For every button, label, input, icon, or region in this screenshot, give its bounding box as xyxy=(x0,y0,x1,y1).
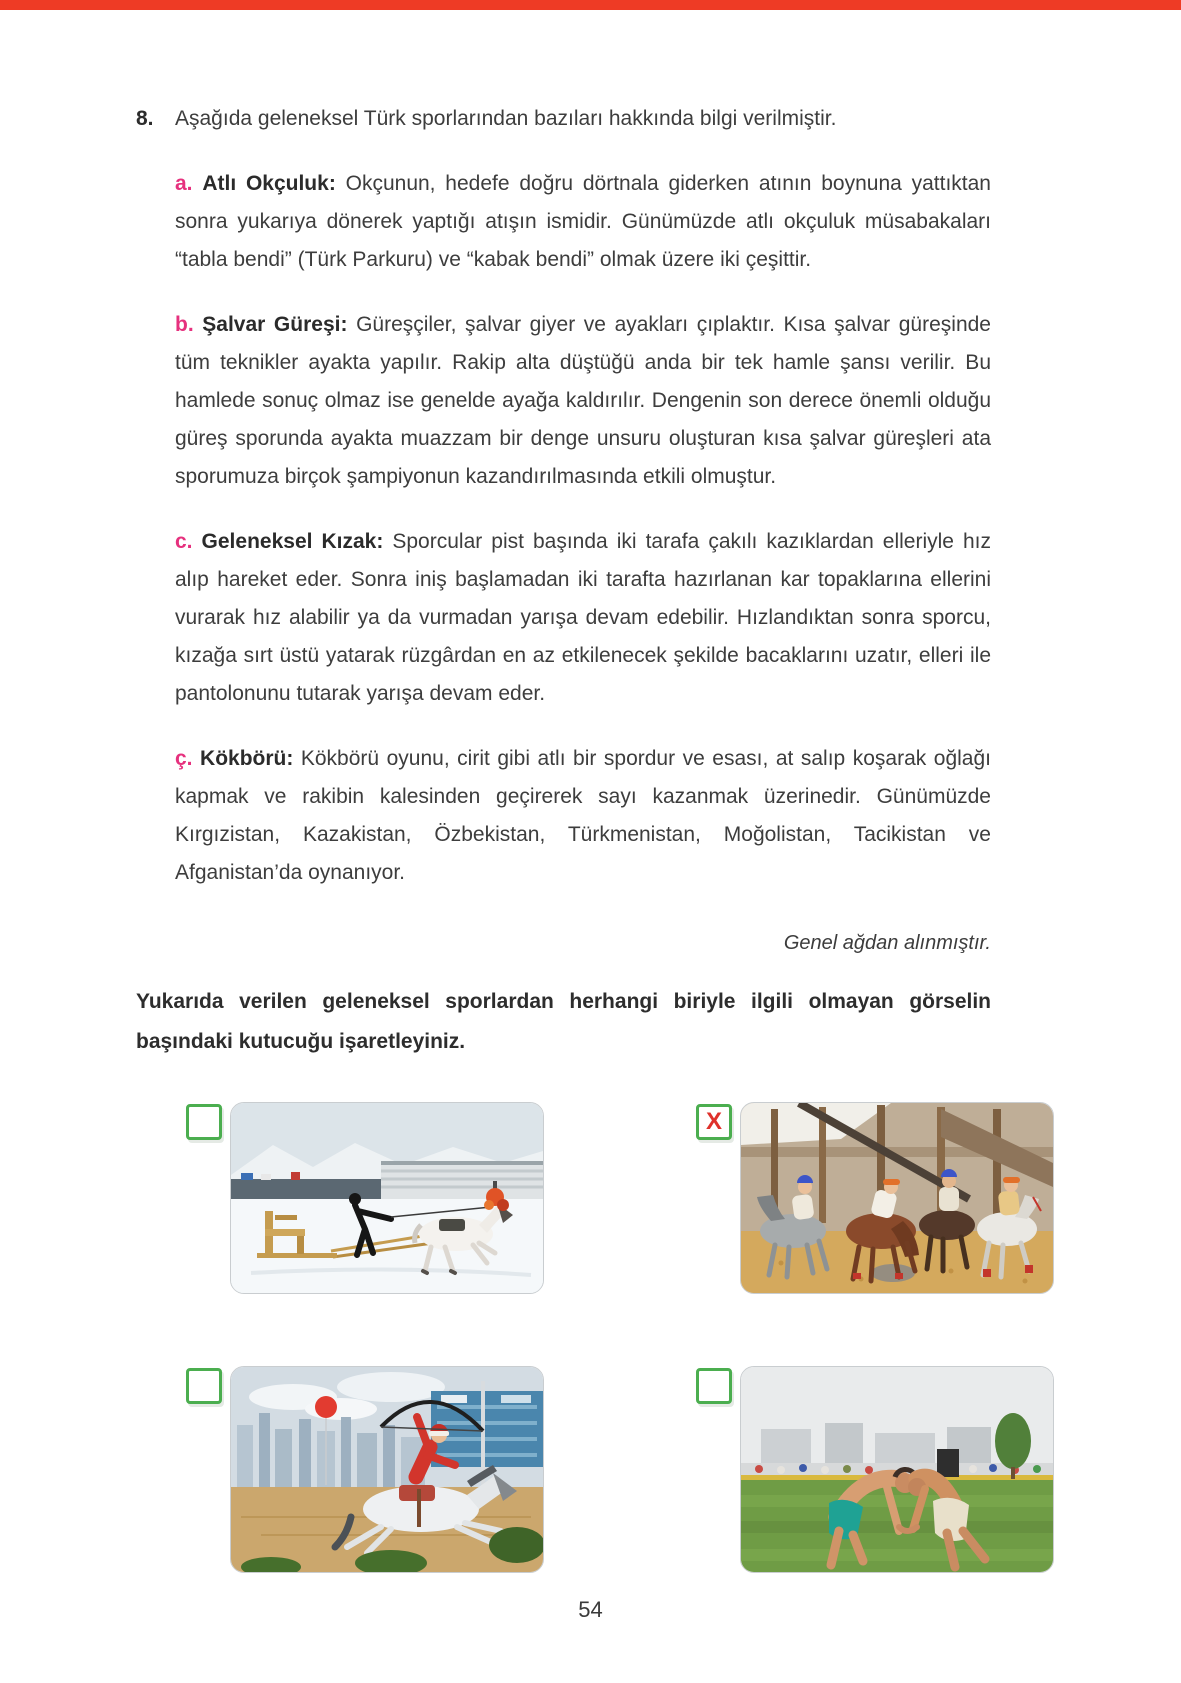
paragraph-label: c. xyxy=(175,530,193,553)
wrestling-illustration xyxy=(741,1367,1053,1572)
horse-sled-illustration xyxy=(231,1103,543,1293)
paragraph-salvar-guresi xyxy=(175,306,991,496)
paragraph-text: Sporcular pist başında iki tarafa çakılı kazıklardan elleriyle hız alıp hareket eder. Sonra iniş başlamadan iki tarafta hazırlanan kar topaklarına ellerini vurarak hız alabilir ya da vurmadan yarışa devam edebilir. Hızlandıktan sonra sporcu, kızağa sırt üstü yatarak rüzgârdan en az etkilenecek şekilde bacaklarını uzatır, elleri ile pantolonunu tutarak yarışa devam eder. xyxy=(175,530,991,705)
checkbox-horse-sled[interactable] xyxy=(186,1104,222,1140)
question-number: 8. xyxy=(136,107,154,130)
photo-wrestling xyxy=(740,1366,1054,1573)
paragraph-title: Kökbörü: xyxy=(200,747,294,770)
photo-mounted-archery xyxy=(230,1366,544,1573)
mounted-archery-illustration xyxy=(231,1367,543,1572)
question-header xyxy=(136,100,991,138)
photo-horse-sled xyxy=(230,1102,544,1294)
paragraph-text: Kökbörü oyunu, cirit gibi atlı bir spordur ve esası, at salıp koşarak oğlağı kapmak ve rakibin kalesinden geçirerek sayı kazanmak üzerinedir. Günümüzde Kırgızistan, Kazakistan, Özbekistan, Türkmenistan, Moğolistan, Tacikistan ve Afganistan’da oynanıyor. xyxy=(175,747,991,884)
photo-kokboru xyxy=(740,1102,1054,1294)
paragraph-text: Güreşçiler, şalvar giyer ve ayakları çıplaktır. Kısa şalvar güreşinde tüm teknikler ayakta yapılır. Rakip alta düştüğü anda bir tek hamle şansı verilir. Bu hamlede sonuç olmaz ise genelde ayağa kaldırılır. Dengenin son derece önemli olduğu güreş sporunda ayakta muazzam bir denge unsuru oluşturan kısa şalvar güreşleri ata sporumuza birçok şampiyonun kazandırılmasında etkili olmuştur. xyxy=(175,313,991,488)
paragraph-label: ç. xyxy=(175,747,193,770)
option-mounted-archery xyxy=(186,1366,546,1573)
option-horse-sled xyxy=(186,1102,546,1294)
paragraph-label: b. xyxy=(175,313,194,336)
paragraph-atli-okculuk xyxy=(175,165,991,279)
page-top-accent-bar xyxy=(0,0,1181,10)
source-note: Genel ağdan alınmıştır. xyxy=(783,932,991,954)
checkbox-wrestling[interactable] xyxy=(696,1368,732,1404)
paragraph-title: Şalvar Güreşi: xyxy=(202,313,348,336)
paragraph-title: Geleneksel Kızak: xyxy=(201,530,384,553)
paragraph-title: Atlı Okçuluk: xyxy=(202,172,336,195)
paragraph-kokboru xyxy=(175,740,991,892)
page-content xyxy=(0,10,1181,1573)
option-kokboru xyxy=(696,1102,1056,1294)
checkbox-kokboru[interactable]: X xyxy=(696,1104,732,1140)
paragraph-label: a. xyxy=(175,172,193,195)
paragraph-text: Okçunun, hedefe doğru dörtnala giderken atının boynuna yattıktan sonra yukarıya dönerek yaptığı atışın ismidir. Günümüzde atlı okçuluk müsabakaları “tabla bendi” (Türk Parkuru) ve “kabak bendi” olmak üzere iki çeşittir. xyxy=(175,172,991,271)
question-intro: Aşağıda geleneksel Türk sporlarından bazıları hakkında bilgi verilmiştir. xyxy=(175,107,837,130)
option-wrestling xyxy=(696,1366,1056,1573)
kokboru-illustration xyxy=(741,1103,1053,1293)
options-grid xyxy=(186,1102,991,1573)
page-number: 54 xyxy=(578,1597,603,1622)
paragraph-geleneksel-kizak xyxy=(175,523,991,713)
checkbox-mounted-archery[interactable] xyxy=(186,1368,222,1404)
task-prompt: Yukarıda verilen geleneksel sporlardan herhangi biriyle ilgili olmayan görselin başındaki kutucuğu işaretleyiniz. xyxy=(136,990,991,1053)
